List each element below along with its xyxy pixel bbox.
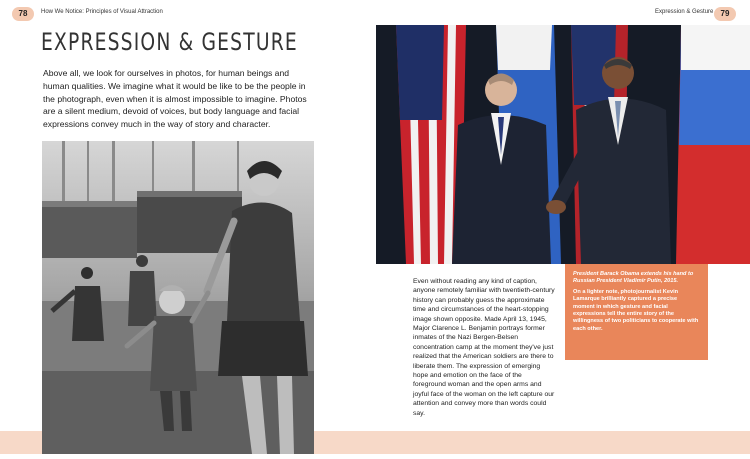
leaders-handshake-photo (376, 25, 750, 264)
archival-liberation-photo (42, 141, 314, 454)
body-paragraph: Even without reading any kind of caption, anyone remotely familiar with twentieth-century history can probably guess the approximate time and circumstances of the heart-stopping image shown opposite. Made April 13, 1945, Major Clarence L. Benjamin portrays former inmates of the Nazi Bergen-Belsen concentration camp at the moment they've just realized that the American soldiers are there to liberate them. The expression of emerging hope and emotion on the face of the foreground woman and the open arms and joyful face of the woman on the left capture our attention and convey more than words could say. (413, 278, 555, 417)
caption-text: On a lighter note, photojournalist Kevin Lamarque brilliantly captured a precise moment in which gesture and facial expressions tell the entire story of the willingness of two politicians to cooperate with each other. (573, 288, 699, 332)
page-heading: EXPRESSION & GESTURE (41, 28, 298, 56)
right-running-head: Expression & Gesture (655, 9, 714, 15)
intro-paragraph: Above all, we look for ourselves in photos, for human beings and human qualities. We imagine what it would be like to be the people in the photograph, even when it is almost impossible to imagine. Photos are a silent medium, devoid of voices, but body language and facial expressions convey much in the way of story and character. (43, 68, 307, 130)
caption-title: President Barack Obama extends his hand to Russian President Vladimir Putin, 2015. (573, 271, 694, 285)
right-page-number: 79 (714, 7, 736, 21)
handshake-photo-illustration (376, 25, 750, 264)
left-running-head: How We Notice: Principles of Visual Attraction (41, 9, 163, 15)
left-page-number: 78 (12, 7, 34, 21)
photo-caption-box (565, 264, 708, 360)
archival-photo-illustration (42, 141, 314, 454)
